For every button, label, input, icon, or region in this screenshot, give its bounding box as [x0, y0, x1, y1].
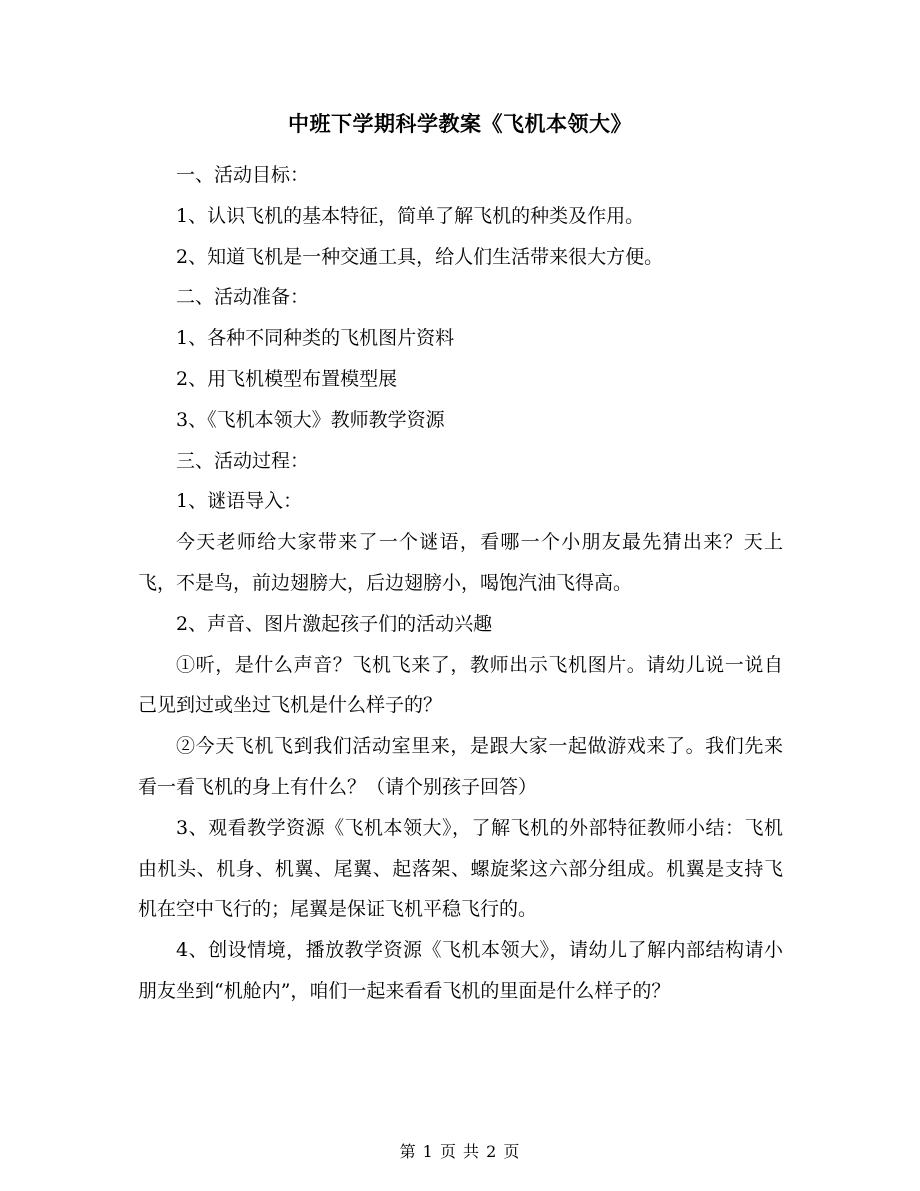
goal-item-2: 2、知道飞机是一种交通工具，给人们生活带来很大方便。: [176, 245, 664, 268]
goal-item-1: 1、认识飞机的基本特征，简单了解飞机的种类及作用。: [176, 204, 645, 227]
process-step-1-riddle: 今天老师给大家带来了一个谜语，看哪一个小朋友最先猜出来？天上飞，不是鸟，前边翅膀大，后边翅膀小，喝饱汽油飞得高。: [138, 531, 783, 594]
section-heading-process: 三、活动过程：: [176, 449, 310, 472]
process-step-4: 4、创设情境，播放教学资源《飞机本领大》，请幼儿了解内部结构请小朋友坐到“机舱内”，咱们一起来看看飞机的里面是什么样子的？: [138, 939, 783, 1002]
document-title: 中班下学期科学教案《飞机本领大》: [288, 111, 632, 136]
process-step-2-heading: 2、声音、图片激起孩子们的活动兴趣: [176, 612, 493, 635]
process-step-1-heading: 1、谜语导入：: [176, 490, 303, 513]
preparation-item-2: 2、用飞机模型布置模型展: [176, 367, 398, 390]
section-heading-goals: 一、活动目标：: [176, 164, 310, 186]
section-heading-preparation: 二、活动准备：: [176, 286, 310, 309]
preparation-item-3: 3、《飞机本领大》教师教学资源: [176, 408, 445, 431]
process-step-3: 3、观看教学资源《飞机本领大》，了解飞机的外部特征教师小结：飞机由机头、机身、机翼、尾翼、起落架、螺旋桨这六部分组成。机翼是支持飞机在空中飞行的；尾翼是保证飞机平稳飞行的。: [138, 816, 783, 921]
preparation-item-1: 1、各种不同种类的飞机图片资料: [176, 327, 455, 350]
process-step-2-game: ②今天飞机飞到我们活动室里来，是跟大家一起做游戏来了。我们先来看一看飞机的身上有什么？（请个别孩子回答）: [138, 735, 783, 798]
process-step-2-listen: ①听，是什么声音？飞机飞来了，教师出示飞机图片。请幼儿说一说自己见到过或坐过飞机是什么样子的？: [138, 653, 783, 717]
page-footer: 第 1 页 共 2 页: [399, 1142, 521, 1161]
document-body: [138, 155, 783, 1012]
